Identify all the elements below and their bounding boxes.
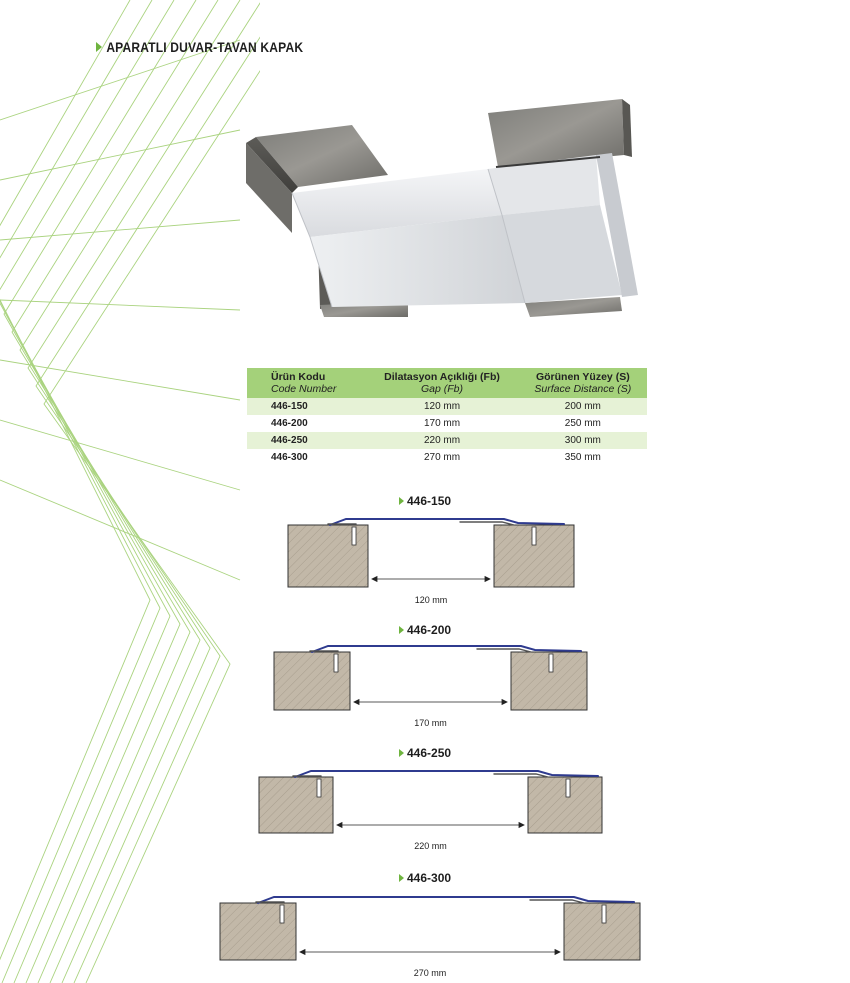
header-code	[247, 368, 365, 398]
page-title	[96, 39, 303, 55]
header-gap	[365, 368, 518, 398]
cover-profile	[256, 897, 634, 903]
cell-code: 446-300	[247, 449, 365, 466]
header-surface-tr: Görünen Yüzey (S)	[535, 371, 630, 383]
anchor-bolt	[280, 905, 284, 923]
diagram-label-446-250	[399, 746, 451, 760]
gap-dimension-line	[300, 950, 560, 955]
spec-table-header	[247, 368, 647, 398]
table-row	[247, 415, 647, 432]
cell-surface: 350 mm	[519, 449, 647, 466]
gap-dimension-label: 170 mm	[414, 718, 447, 728]
anchor-bolt	[352, 527, 356, 545]
right-concrete-section	[511, 652, 587, 710]
page-title-text: APARATLI DUVAR-TAVAN KAPAK	[106, 39, 304, 55]
cell-code: 446-150	[247, 398, 365, 415]
cover-profile	[310, 646, 581, 652]
label-arrow-icon	[399, 497, 404, 505]
label-arrow-icon	[399, 626, 404, 634]
cell-gap: 170 mm	[365, 415, 518, 432]
header-surface-en: Surface Distance (S)	[534, 383, 632, 395]
diagram-label-text: 446-250	[407, 746, 452, 760]
anchor-bolt	[317, 779, 321, 797]
gap-dimension-label: 220 mm	[414, 841, 447, 851]
diagram-label-446-200	[399, 623, 451, 637]
table-row	[247, 432, 647, 449]
anchor-bolt	[566, 779, 570, 797]
diagram-label-text: 446-200	[407, 623, 452, 637]
cell-code: 446-200	[247, 415, 365, 432]
cell-surface: 300 mm	[519, 432, 647, 449]
product-render-image	[240, 95, 640, 323]
cell-gap: 220 mm	[365, 432, 518, 449]
anchor-bolt	[532, 527, 536, 545]
right-concrete-section	[528, 777, 602, 833]
diagram-label-text: 446-300	[407, 871, 452, 885]
header-gap-en: Gap (Fb)	[421, 383, 464, 395]
label-arrow-icon	[399, 749, 404, 757]
anchor-bolt	[549, 654, 553, 672]
anchor-bolt	[334, 654, 338, 672]
anchor-bolt	[602, 905, 606, 923]
gap-dimension-label: 270 mm	[413, 968, 447, 978]
cell-gap: 270 mm	[365, 449, 518, 466]
diagram-label-446-300	[399, 871, 451, 885]
title-arrow-icon	[96, 42, 102, 52]
cover-profile	[293, 771, 598, 777]
decorative-line-pattern	[0, 0, 260, 983]
gap-dimension-line	[337, 823, 524, 828]
right-concrete-section	[494, 525, 574, 587]
cell-surface: 200 mm	[519, 398, 647, 415]
header-code-tr: Ürün Kodu	[271, 371, 326, 383]
label-arrow-icon	[399, 874, 404, 882]
left-concrete-section	[288, 525, 368, 587]
cell-surface: 250 mm	[519, 415, 647, 432]
left-concrete-section	[274, 652, 350, 710]
cell-gap: 120 mm	[365, 398, 518, 415]
header-gap-tr: Dilatasyon Açıklığı (Fb)	[384, 371, 500, 383]
cover-profile	[328, 519, 564, 525]
right-concrete-section	[564, 903, 640, 960]
header-surface	[519, 368, 647, 398]
table-row	[247, 398, 647, 415]
gap-dimension-label: 120 mm	[414, 595, 448, 605]
gap-dimension-line	[354, 700, 507, 705]
header-code-en: Code Number	[271, 383, 337, 395]
cell-code: 446-250	[247, 432, 365, 449]
table-row	[247, 449, 647, 466]
diagram-label-446-150	[399, 494, 451, 508]
spec-table	[247, 368, 647, 466]
gap-dimension-line	[372, 577, 490, 582]
diagram-label-text: 446-150	[407, 494, 452, 508]
left-concrete-section	[259, 777, 333, 833]
